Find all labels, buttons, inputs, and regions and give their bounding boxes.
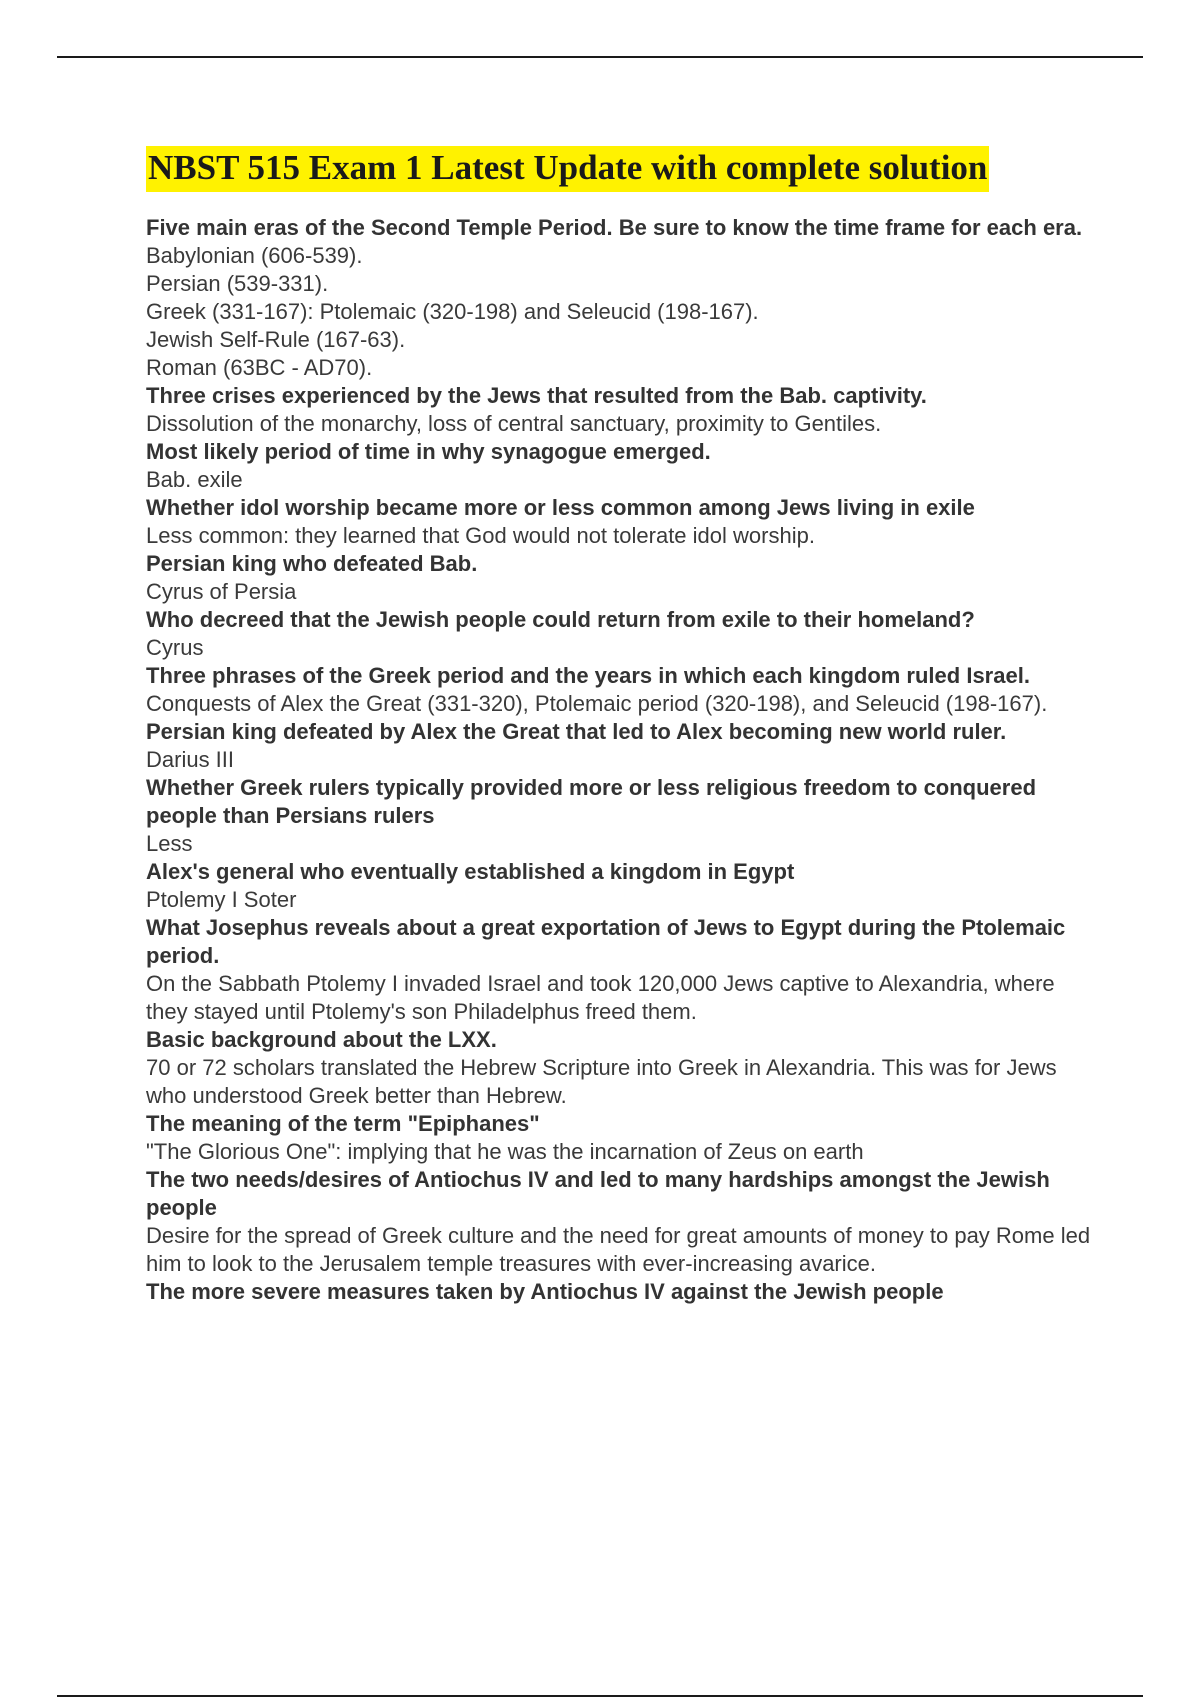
qa-item <box>146 914 1096 1026</box>
answer-text <box>146 886 1096 914</box>
question-text: Three crises experienced by the Jews that resulted from the Bab. captivity. <box>146 383 927 408</box>
question-text: Five main eras of the Second Temple Period. Be sure to know the time frame for each era. <box>146 215 1083 240</box>
top-rule <box>57 56 1143 58</box>
answer-line: Babylonian (606-539). <box>146 243 363 268</box>
answer-line: On the Sabbath Ptolemy I invaded Israel and took 120,000 Jews captive to Alexandria, where they stayed until Ptolemy's son Philadelphus freed them. <box>146 971 1055 1024</box>
qa-item <box>146 606 1096 662</box>
qa-item <box>146 494 1096 550</box>
question-text: Whether idol worship became more or less common among Jews living in exile <box>146 495 975 520</box>
bottom-rule <box>57 1695 1143 1697</box>
qa-item <box>146 662 1096 718</box>
answer-line: Greek (331-167): Ptolemaic (320-198) and Seleucid (198-167). <box>146 299 759 324</box>
question-text: What Josephus reveals about a great exportation of Jews to Egypt during the Ptolemaic period. <box>146 915 1066 968</box>
answer-line: Desire for the spread of Greek culture and the need for great amounts of money to pay Rome led him to look to the Jerusalem temple treasures with ever-increasing avarice. <box>146 1223 1091 1276</box>
qa-item <box>146 214 1096 382</box>
qa-item <box>146 1278 1096 1306</box>
answer-text <box>146 1054 1096 1110</box>
question-text: The more severe measures taken by Antiochus IV against the Jewish people <box>146 1279 944 1304</box>
question-text: Persian king defeated by Alex the Great that led to Alex becoming new world ruler. <box>146 719 1007 744</box>
document-title: NBST 515 Exam 1 Latest Update with complete solution <box>146 146 989 192</box>
answer-text <box>146 410 1096 438</box>
answer-line: "The Glorious One": implying that he was the incarnation of Zeus on earth <box>146 1139 864 1164</box>
answer-text <box>146 1138 1096 1166</box>
answer-line: 70 or 72 scholars translated the Hebrew Scripture into Greek in Alexandria. This was for Jews who understood Greek better than Hebrew. <box>146 1055 1057 1108</box>
answer-line: Less <box>146 831 193 856</box>
answer-text <box>146 1222 1096 1278</box>
answer-line: Persian (539-331). <box>146 271 329 296</box>
question-text: Alex's general who eventually established a kingdom in Egypt <box>146 859 795 884</box>
qa-item <box>146 1110 1096 1166</box>
qa-item <box>146 718 1096 774</box>
question-text: Whether Greek rulers typically provided more or less religious freedom to conquered people than Persians rulers <box>146 775 1037 828</box>
answer-text <box>146 970 1096 1026</box>
qa-item <box>146 858 1096 914</box>
answer-line: Bab. exile <box>146 467 243 492</box>
qa-item <box>146 438 1096 494</box>
answer-line: Roman (63BC - AD70). <box>146 355 373 380</box>
answer-line: Darius III <box>146 747 235 772</box>
answer-line: Less common: they learned that God would not tolerate idol worship. <box>146 523 815 548</box>
answer-text <box>146 522 1096 550</box>
qa-item <box>146 550 1096 606</box>
question-text: Who decreed that the Jewish people could return from exile to their homeland? <box>146 607 975 632</box>
question-text: Persian king who defeated Bab. <box>146 551 478 576</box>
answer-text <box>146 466 1096 494</box>
answer-text <box>146 690 1096 718</box>
qa-item <box>146 382 1096 438</box>
question-text: Basic background about the LXX. <box>146 1027 497 1052</box>
answer-text <box>146 578 1096 606</box>
answer-line: Ptolemy I Soter <box>146 887 297 912</box>
answer-line: Conquests of Alex the Great (331-320), Ptolemaic period (320-198), and Seleucid (198-167). <box>146 691 1048 716</box>
answer-line: Cyrus <box>146 635 204 660</box>
question-text: The two needs/desires of Antiochus IV and led to many hardships amongst the Jewish people <box>146 1167 1050 1220</box>
document-body <box>146 146 1096 1306</box>
question-text: The meaning of the term "Epiphanes" <box>146 1111 540 1136</box>
qa-item <box>146 1166 1096 1278</box>
qa-list <box>146 214 1096 1306</box>
answer-text <box>146 746 1096 774</box>
qa-item <box>146 774 1096 858</box>
question-text: Most likely period of time in why synagogue emerged. <box>146 439 711 464</box>
question-text: Three phrases of the Greek period and the years in which each kingdom ruled Israel. <box>146 663 1030 688</box>
answer-text <box>146 242 1096 382</box>
answer-line: Dissolution of the monarchy, loss of central sanctuary, proximity to Gentiles. <box>146 411 882 436</box>
answer-line: Jewish Self-Rule (167-63). <box>146 327 406 352</box>
answer-text <box>146 634 1096 662</box>
answer-line: Cyrus of Persia <box>146 579 297 604</box>
answer-text <box>146 830 1096 858</box>
qa-item <box>146 1026 1096 1110</box>
